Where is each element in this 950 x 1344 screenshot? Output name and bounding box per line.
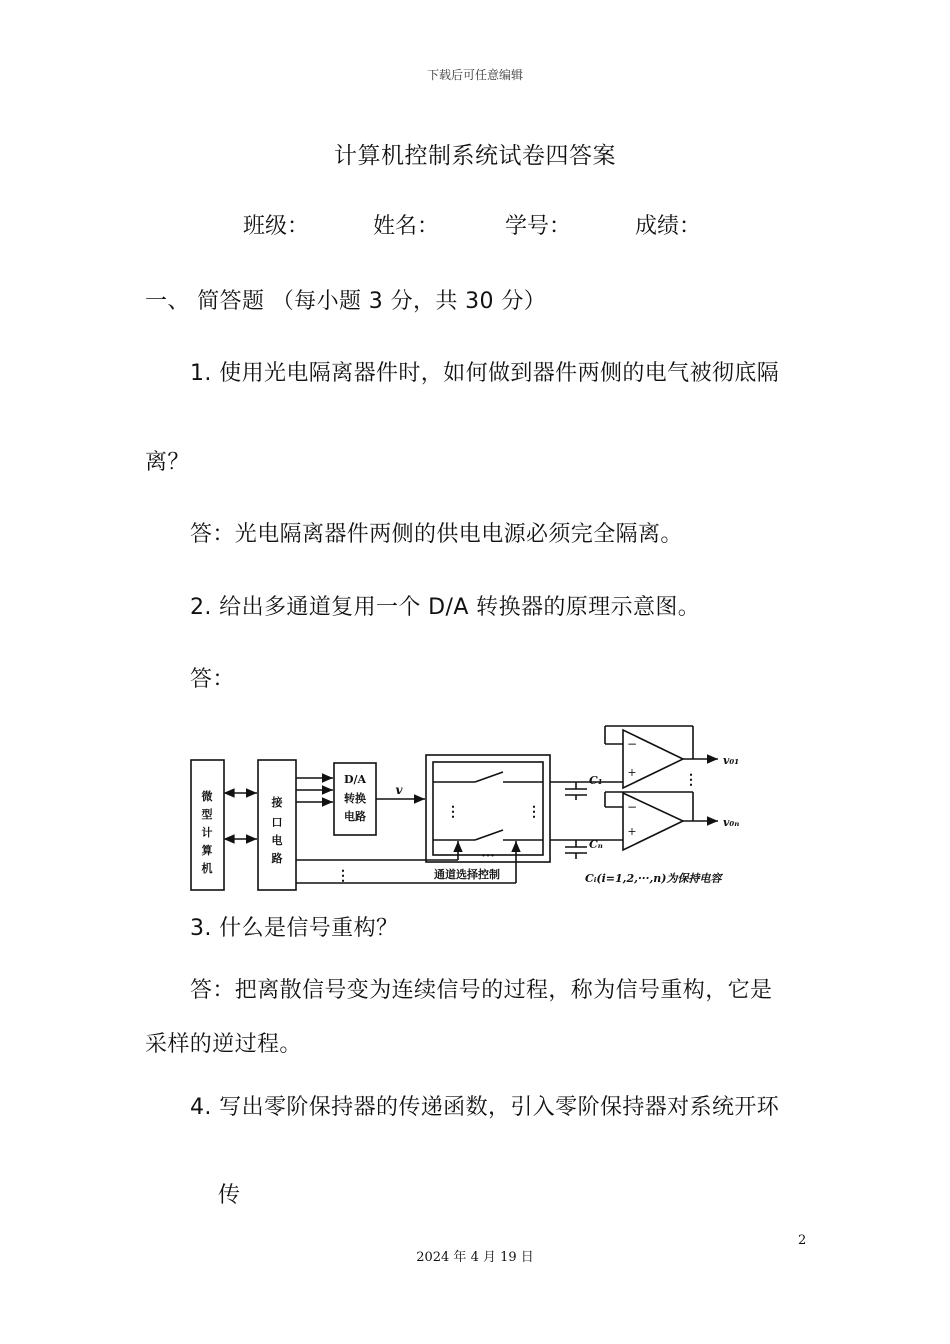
control-hdots: ··· — [481, 849, 495, 864]
answer-3-line1: 答：把离散信号变为连续信号的过程，称为信号重构，它是 — [190, 978, 773, 1003]
opampn-plus: + — [627, 825, 637, 838]
answer-2-label: 答： — [190, 667, 235, 692]
output-dots: ⋮ — [684, 772, 698, 788]
question-3: 3. 什么是信号重构？ — [190, 916, 399, 941]
control-vdots: ⋮ — [336, 868, 350, 884]
micro-label-5: 机 — [201, 862, 213, 875]
question-2: 2. 给出多通道复用一个 D/A 转换器的原理示意图。 — [190, 595, 701, 620]
class-label: 班级： — [243, 214, 310, 239]
footer-date: 2024 年 4 月 19 日 — [416, 1250, 534, 1265]
von-label: v₀ₙ — [723, 816, 740, 829]
channel-select-label: 通道选择控制 — [434, 868, 500, 881]
signal-v-label: v — [395, 783, 403, 797]
opamp1-minus: − — [626, 737, 638, 751]
switch-dots-right: ⋮ — [527, 804, 541, 820]
c1-label: C₁ — [589, 774, 603, 787]
opampn-minus: − — [626, 800, 638, 814]
micro-label-1: 微 — [201, 790, 213, 803]
opamp1-plus: + — [627, 766, 637, 779]
cn-label: Cₙ — [589, 838, 603, 851]
capacitor-note: Cᵢ(i=1,2,···,n)为保持电容 — [585, 872, 722, 885]
answer-3-line2: 采样的逆过程。 — [145, 1032, 302, 1057]
da-label-2: 转换 — [344, 792, 366, 805]
interface-label-4: 路 — [271, 852, 283, 865]
multiplex-da-diagram — [185, 720, 755, 895]
micro-label-4: 算 — [201, 844, 213, 857]
question-4-line2: 传 — [218, 1183, 241, 1208]
switch-dots-left: ⋮ — [446, 804, 460, 820]
interface-label-2: 口 — [271, 816, 283, 829]
student-id-label: 学号： — [505, 214, 572, 239]
question-1-line2: 离？ — [145, 450, 190, 475]
page-header: 下载后可任意编辑 — [426, 68, 523, 82]
question-4-line1: 4. 写出零阶保持器的传递函数，引入零阶保持器对系统开环 — [190, 1095, 780, 1120]
vo1-label: v₀₁ — [723, 754, 740, 767]
micro-label-3: 计 — [201, 826, 213, 839]
page-number: 2 — [798, 1233, 807, 1248]
score-label: 成绩： — [635, 214, 702, 239]
page-title: 计算机控制系统试卷四答案 — [334, 143, 616, 169]
name-label: 姓名： — [373, 214, 440, 239]
interface-label-3: 电 — [271, 834, 283, 847]
da-label-1: D/A — [343, 773, 367, 786]
answer-1: 答：光电隔离器件两侧的供电电源必须完全隔离。 — [190, 522, 683, 547]
interface-label-1: 接 — [271, 796, 283, 809]
question-1-line1: 1. 使用光电隔离器件时，如何做到器件两侧的电气被彻底隔 — [190, 361, 780, 386]
micro-label-2: 型 — [201, 808, 213, 821]
da-label-3: 电路 — [344, 810, 366, 823]
section-heading: 一、 简答题 （每小题 3 分，共 30 分） — [145, 289, 547, 314]
